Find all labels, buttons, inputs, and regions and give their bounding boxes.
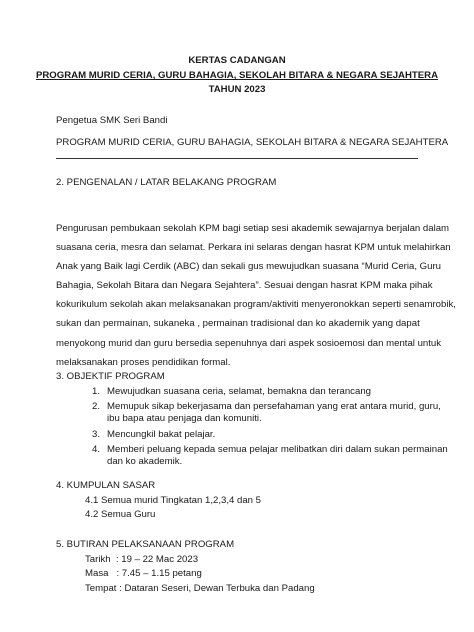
document-title: KERTAS CADANGAN — [188, 55, 286, 66]
addressee: Pengetua SMK Seri Bandi — [56, 115, 168, 126]
paragraph-line: melaksanakan proses pendidikan formal. — [56, 356, 231, 368]
objective-text: Mewujudkan suasana ceria, selamat, bemakna dan terancang — [107, 386, 371, 397]
objective-number: 2. — [92, 401, 101, 412]
subject-line: PROGRAM MURID CERIA, GURU BAHAGIA, SEKOLAH BITARA & NEGARA SEJAHTERA — [56, 137, 449, 148]
objective-text: Mencungkil bakat pelajar. — [107, 429, 216, 440]
paragraph-line: suasana ceria, mesra dan selamat. Perkara ini selaras dengan hasrat KPM untuk melahirkan — [56, 242, 451, 254]
venue-line: Tempat : Dataran Seseri, Dewan Terbuka dan Padang — [85, 583, 315, 594]
paragraph-line: Pengurusan pembukaan sekolah KPM bagi setiap sesi akademik sewajarnya berjalan dalam — [56, 223, 450, 234]
objective-number: 3. — [92, 429, 101, 440]
paragraph-line: Bahagia, Sekolah Bitara dan Negara Sejahtera”. Sesuai dengan hasrat KPM maka pihak — [56, 280, 433, 292]
paragraph-line: sukan dan permainan, sukaneka , permainan tradisional dan ko akademik yang dapat — [56, 318, 420, 330]
date-line: Tarikh : 19 – 22 Mac 2023 — [85, 554, 199, 565]
objective-number: 1. — [92, 386, 101, 397]
objective-text: dan ko akademik. — [107, 456, 183, 467]
paragraph-line: menyokong murid dan guru bersedia sepenuhnya dari aspek sosioemosi dan mental untuk — [56, 337, 442, 349]
section-2-heading: 2. PENGENALAN / LATAR BELAKANG PROGRAM — [56, 177, 277, 188]
section-3-heading: 3. OBJEKTIF PROGRAM — [56, 371, 165, 382]
program-year: TAHUN 2023 — [208, 84, 266, 95]
paragraph-line: kokurikulum sekolah akan melaksanakan program/aktiviti menyeronokkan seperti senamrobik, — [56, 299, 456, 311]
objective-number: 4. — [92, 444, 101, 455]
objective-text: Memberi peluang kepada semua pelajar melibatkan diri dalam sukan permainan — [107, 444, 448, 455]
program-title: PROGRAM MURID CERIA, GURU BAHAGIA, SEKOLAH BITARA & NEGARA SEJAHTERA — [35, 70, 439, 81]
paragraph-line: Anak yang Baik lagi Cerdik (ABC) dan sekali gus mewujudkan suasana “Murid Ceria, Guru — [56, 261, 441, 273]
target-group-item: 4.2 Semua Guru — [85, 509, 156, 520]
target-group-item: 4.1 Semua murid Tingkatan 1,2,3,4 dan 5 — [85, 495, 261, 506]
section-2-paragraph — [56, 219, 456, 372]
objective-text: Memupuk sikap bekerjasama dan persefahaman yang erat antara murid, guru, — [107, 401, 441, 412]
objective-text: ibu bapa atau penjaga dan komuniti. — [107, 413, 262, 424]
section-5-heading: 5. BUTIRAN PELAKSANAAN PROGRAM — [56, 539, 235, 550]
section-4-heading: 4. KUMPULAN SASAR — [56, 480, 156, 491]
time-line: Masa : 7.45 – 1.15 petang — [85, 568, 202, 579]
divider — [56, 158, 418, 159]
